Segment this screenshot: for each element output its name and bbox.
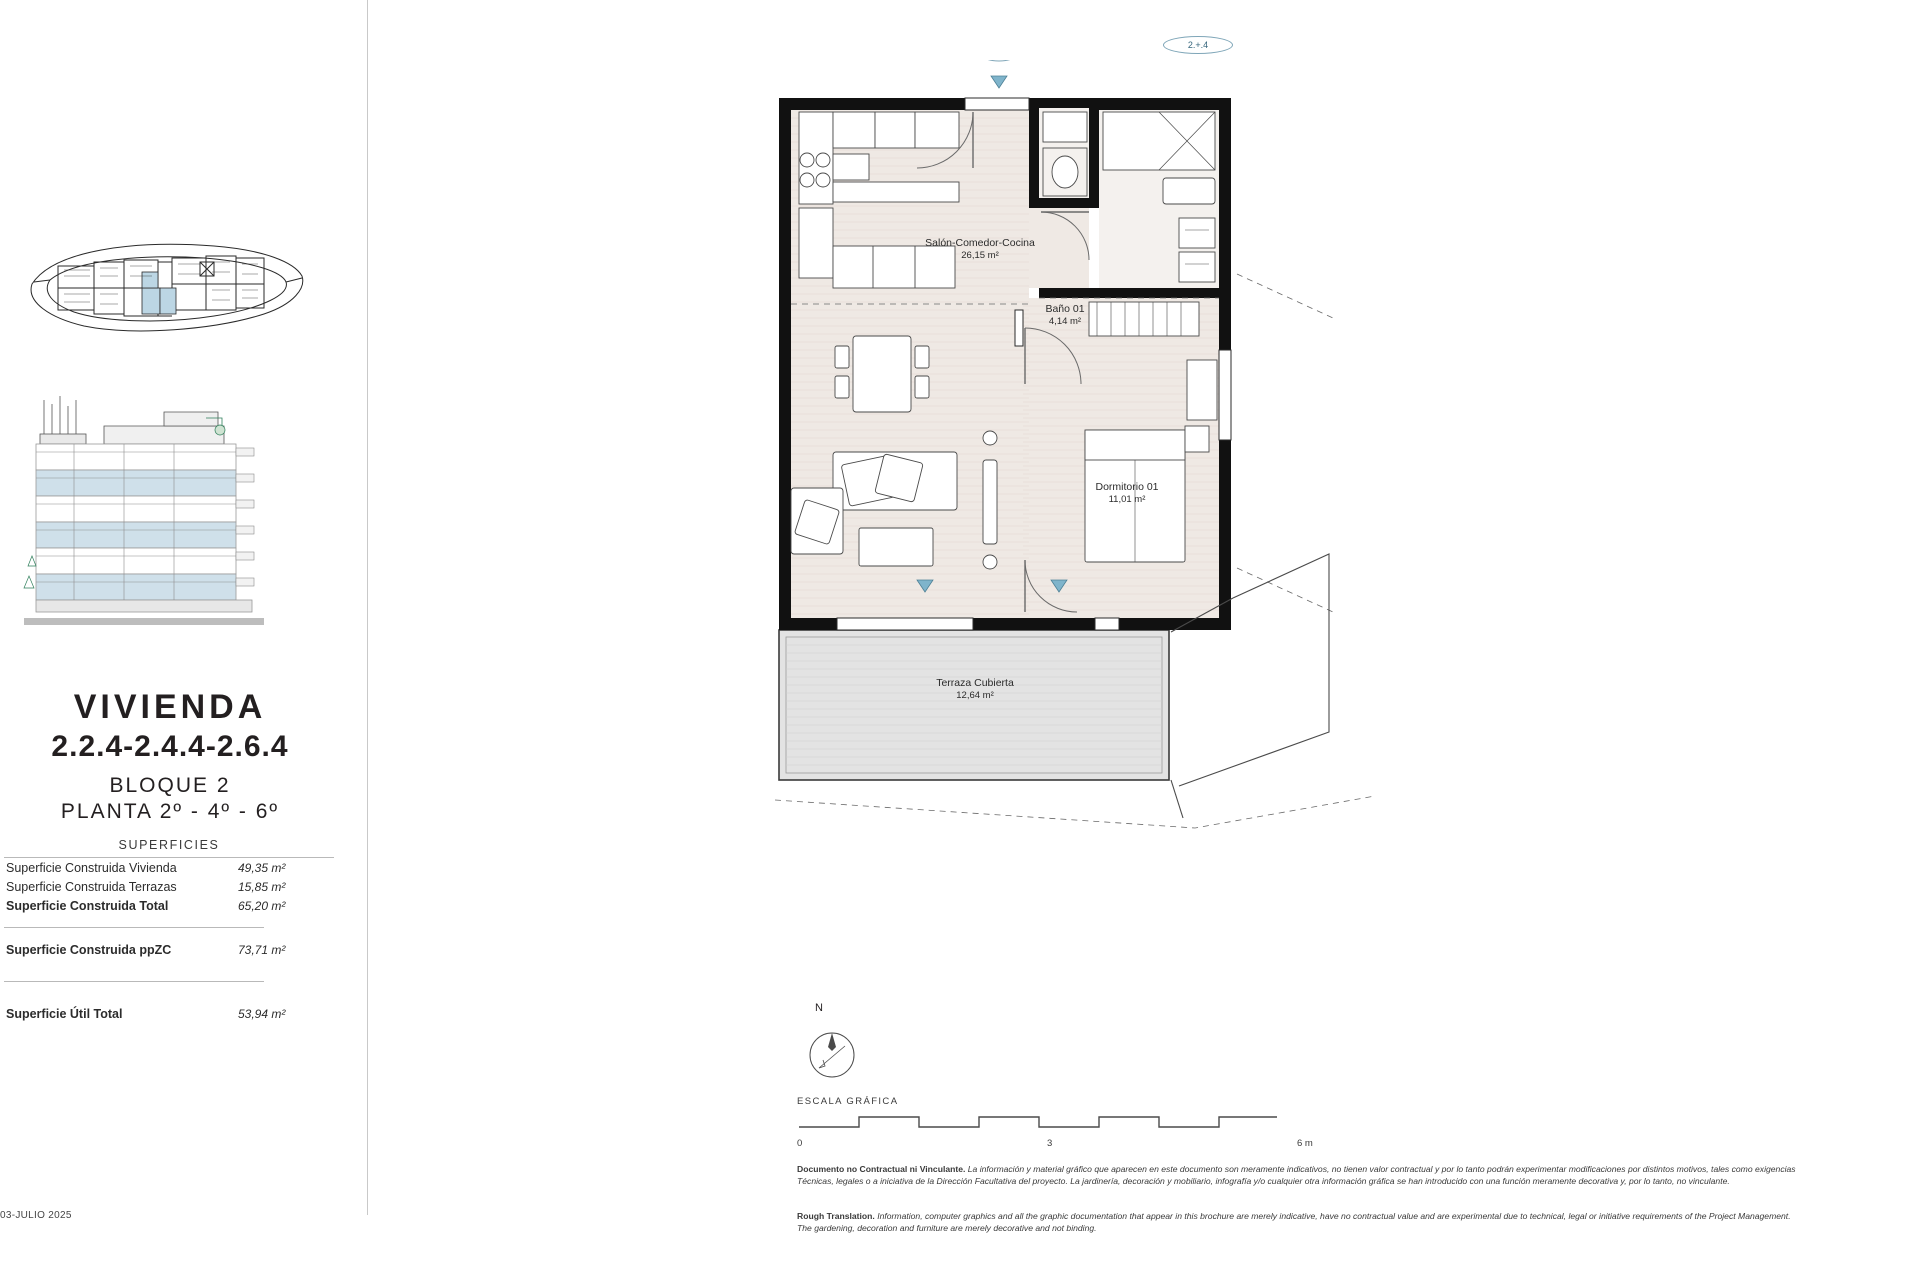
legal-notes xyxy=(797,1163,1807,1239)
table-row xyxy=(4,940,334,959)
legal-english-text: Information, computer graphics and all the graphic documentation that appear in this brochure are merely indicative, have no contractual value and are experimental due to technical, legal or initiative requirements of the Project Management. The gardening, decoration and furniture are merely decorative and not binding. xyxy=(797,1210,1791,1234)
room-name: Baño 01 xyxy=(1045,303,1085,315)
room-area: 11,01 m² xyxy=(1108,494,1146,506)
room-label-terraza xyxy=(895,676,1055,703)
legal-english xyxy=(797,1210,1807,1235)
unit-tag: 2.+.4 xyxy=(1163,36,1233,54)
legal-english-lead: Rough Translation. xyxy=(797,1210,875,1221)
plan-column xyxy=(367,0,1920,1280)
scale-tick: 3 xyxy=(1047,1138,1053,1149)
building-elevation-diagram xyxy=(14,382,314,632)
surface-label: Superficie Construida Terrazas xyxy=(6,880,177,894)
graphic-scale xyxy=(797,1096,1317,1152)
legal-spanish xyxy=(797,1163,1807,1188)
terrace-area xyxy=(779,630,1169,780)
table-row xyxy=(4,877,334,896)
floor-label: PLANTA 2º - 4º - 6º xyxy=(60,799,280,823)
document-date: 03-JULIO 2025 xyxy=(0,1210,72,1221)
room-area: 26,15 m² xyxy=(961,250,999,262)
surface-label: Superficie Construida Total xyxy=(6,899,169,913)
floorplan-drawing xyxy=(767,40,1487,880)
scale-tick: 6 m xyxy=(1297,1138,1313,1149)
surface-label: Superficie Construida ppZC xyxy=(6,943,172,957)
room-name: Terraza Cubierta xyxy=(936,677,1014,689)
legal-spanish-text: La información y material gráfico que aparecen en este documento son meramente indicativos, no tienen valor contractual y por lo tanto podrán experimentar modificaciones por distintos motivos, tales como exigencias Técnicas, legales o a iniciativa de la Dirección Facultativa del proyecto. La jardinería, decoración y mobiliario, infografía y/o cualquier otra información gráfica se han introducido con una función meramente decorativa y, por lo tanto, no vinculante. xyxy=(797,1164,1796,1187)
surfaces-title: SUPERFICIES xyxy=(118,838,220,852)
page-title: VIVIENDA xyxy=(73,688,267,726)
surface-value: 65,20 m² xyxy=(238,899,286,913)
keyplan-diagram xyxy=(14,232,314,342)
room-label-bano xyxy=(1023,302,1107,329)
scale-tick: 0 xyxy=(797,1138,803,1149)
compass-north-label: N xyxy=(815,1002,823,1014)
legal-spanish-lead: Documento no Contractual ni Vinculante. xyxy=(797,1164,966,1174)
table-row xyxy=(4,896,334,915)
table-row xyxy=(4,1004,334,1023)
room-area: 12,64 m² xyxy=(956,690,994,702)
room-label-salon xyxy=(895,236,1065,263)
room-area: 4,14 m² xyxy=(1048,316,1082,328)
table-row xyxy=(4,858,334,877)
plan-door-tag xyxy=(977,60,1021,61)
room-name: Salón-Comedor-Cocina xyxy=(925,237,1035,249)
surfaces-table xyxy=(4,838,334,1023)
compass-rose xyxy=(797,1002,867,1100)
room-label-dormitorio xyxy=(1067,480,1187,507)
surface-label: Superficie Útil Total xyxy=(6,1007,123,1021)
surface-value: 49,35 m² xyxy=(238,861,286,875)
title-block xyxy=(0,690,340,824)
compass-icon xyxy=(797,1020,867,1090)
surface-label: Superficie Construida Vivienda xyxy=(6,861,177,875)
room-name: Dormitorio 01 xyxy=(1095,481,1159,493)
block-label: BLOQUE 2 xyxy=(109,773,231,797)
scale-label: ESCALA GRÁFICA xyxy=(797,1096,899,1107)
unit-code: 2.2.4-2.4.4-2.6.4 xyxy=(51,729,289,763)
scale-bar xyxy=(797,1111,1317,1133)
surface-value: 53,94 m² xyxy=(238,1007,286,1021)
scale-ticks xyxy=(797,1138,1317,1152)
left-info-column xyxy=(0,0,367,1280)
surface-value: 15,85 m² xyxy=(238,880,286,894)
surface-value: 73,71 m² xyxy=(238,943,286,957)
